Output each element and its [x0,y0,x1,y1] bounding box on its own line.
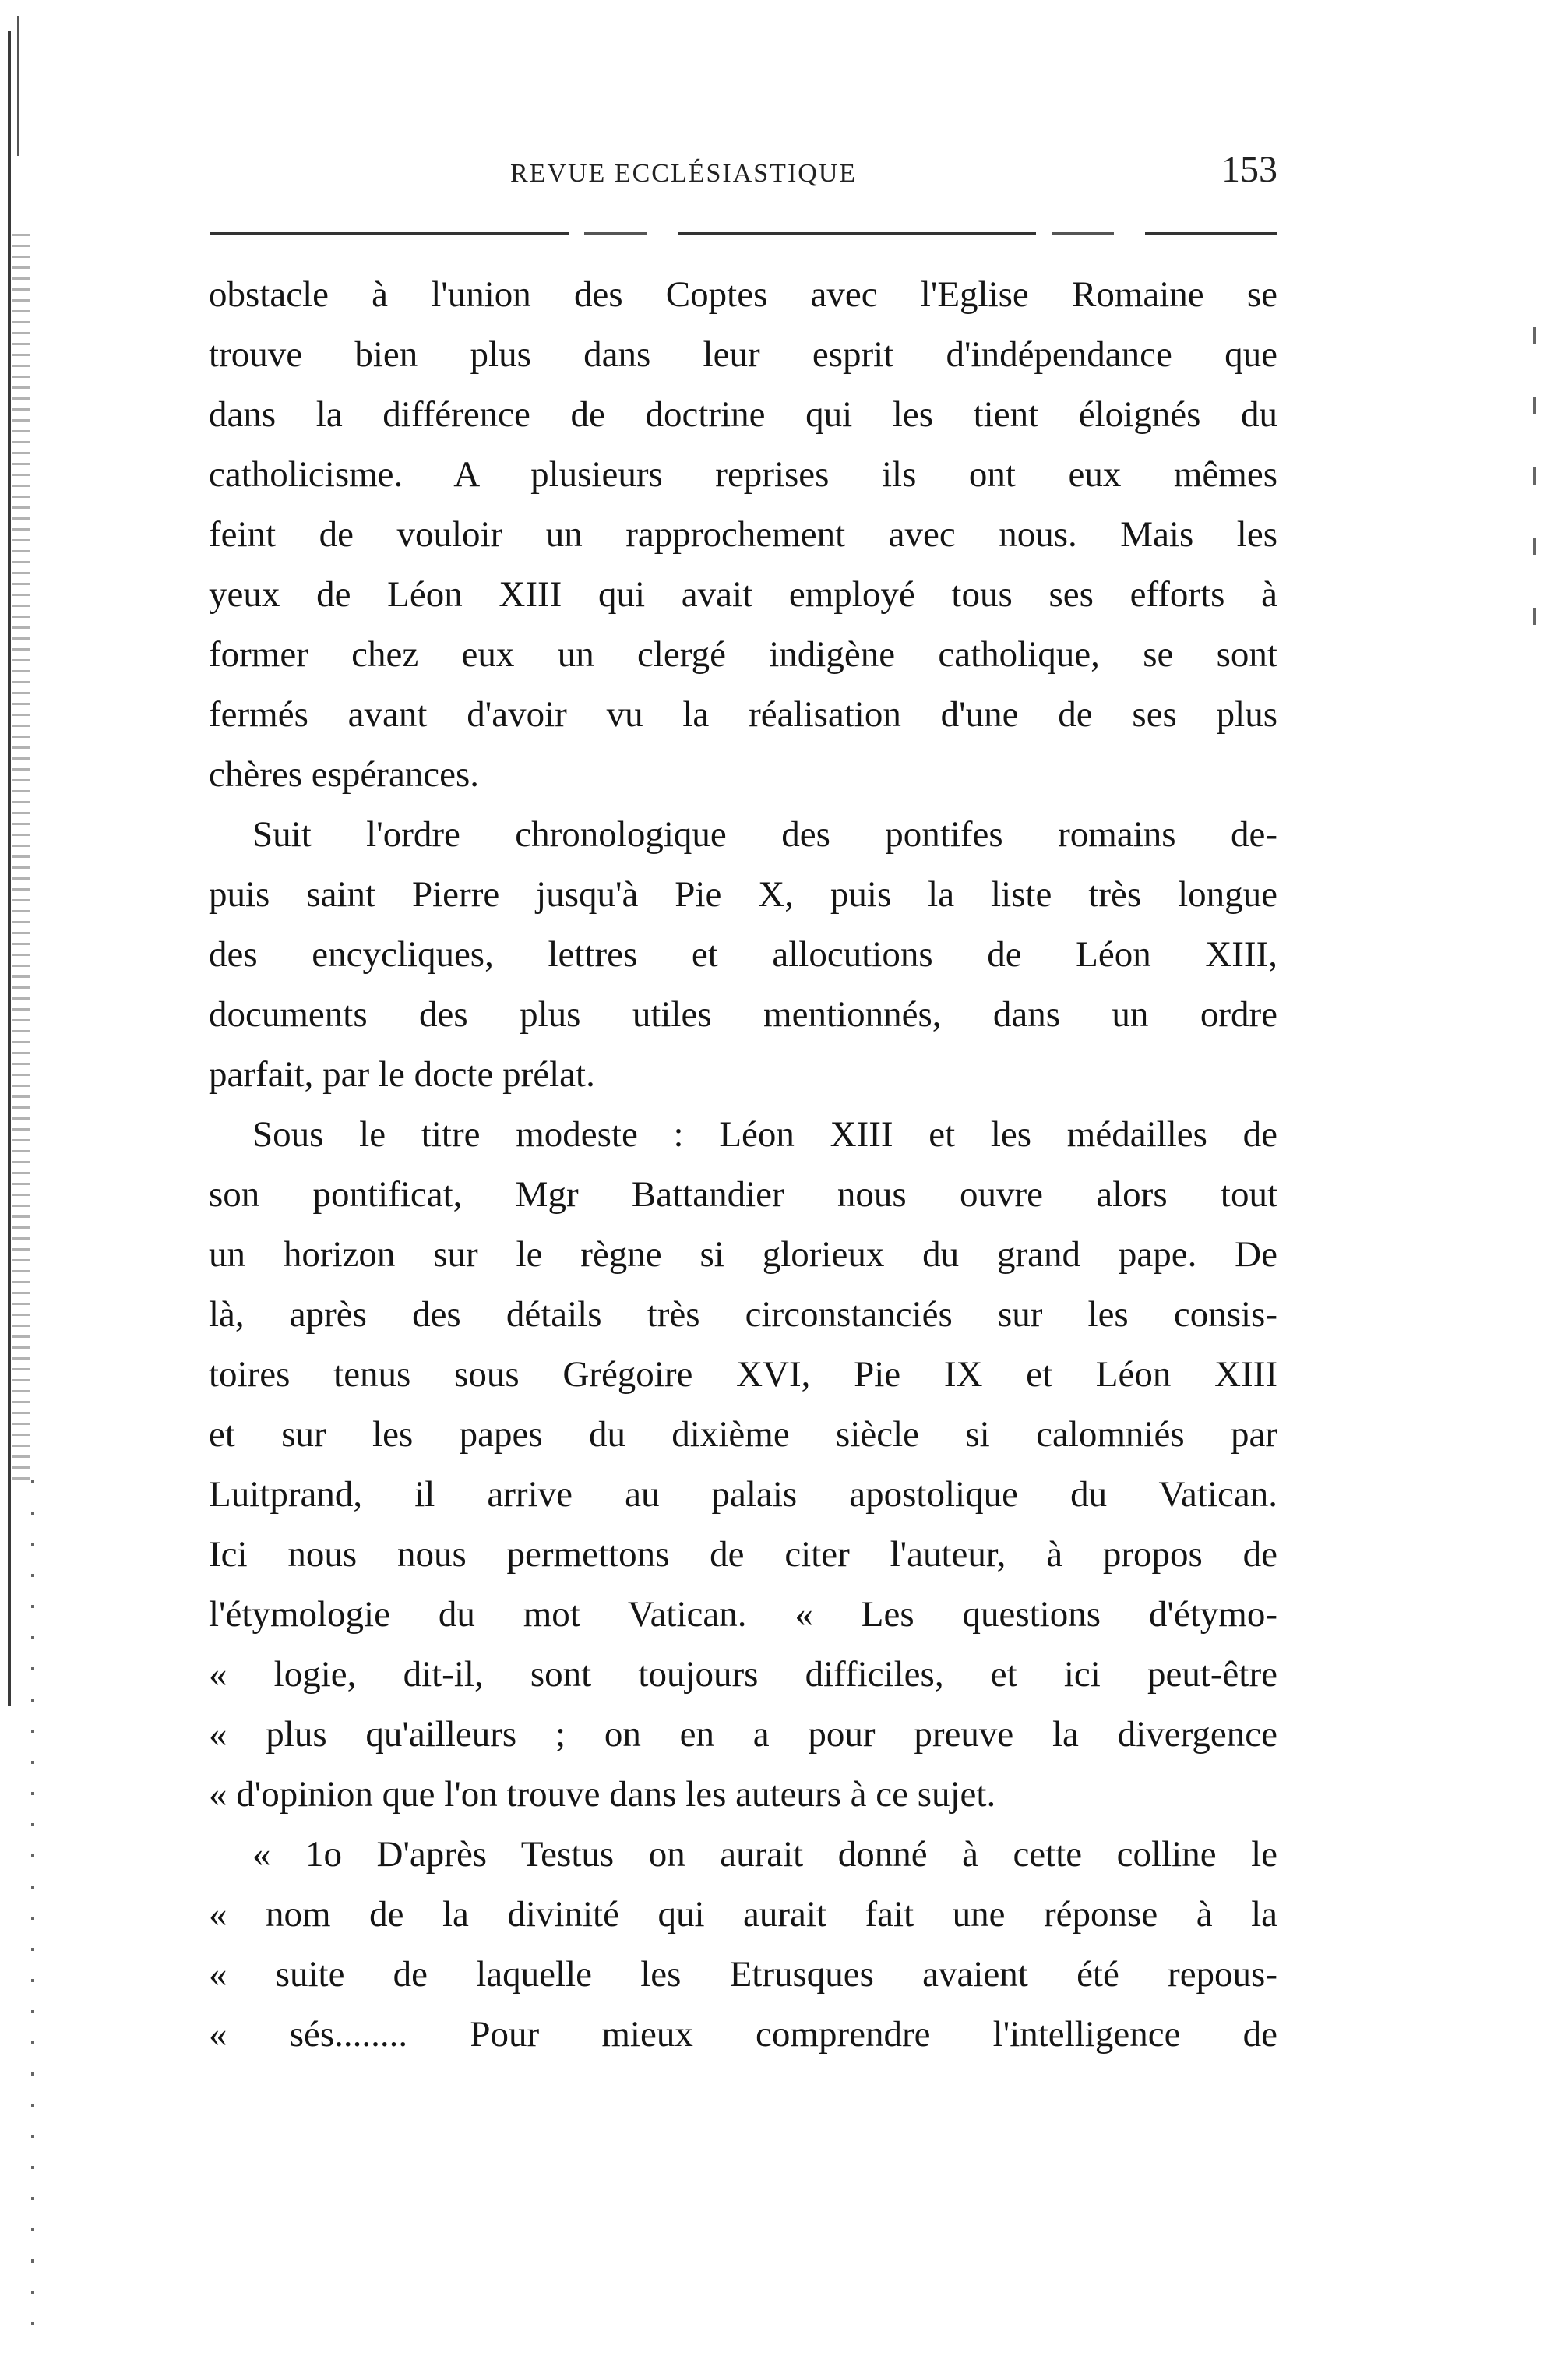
text-line: obstacle à l'union des Coptes avec l'Eglise Romaine se [209,274,1277,315]
binding-edge-speckle [12,234,30,1480]
text-line: Suit l'ordre chronologique des pontifes romains de- [252,814,1277,855]
text-line: chères espérances. [209,754,480,795]
text-line: yeux de Léon XIII qui avait employé tous ses efforts à [209,574,1277,615]
text-line: Luitprand, il arrive au palais apostolique du Vatican. [209,1474,1277,1515]
text-line: former chez eux un clergé indigène catholique, se sont [209,634,1277,675]
text-line: Sous le titre modeste : Léon XIII et les médailles de [252,1114,1277,1155]
text-line: Ici nous nous permettons de citer l'auteur, à propos de [209,1534,1277,1575]
running-title: REVUE ECCLÉSIASTIQUE [510,159,858,188]
text-line: fermés avant d'avoir vu la réalisation d'une de ses plus [209,694,1277,735]
text-line: un horizon sur le règne si glorieux du grand pape. De [209,1234,1277,1275]
binding-edge [0,0,55,2360]
running-head [210,148,1277,210]
binding-edge-line [8,31,11,1706]
text-line: puis saint Pierre jusqu'à Pie X, puis la liste très longue [209,874,1277,915]
text-line: toires tenus sous Grégoire XVI, Pie IX et Léon XIII [209,1354,1277,1395]
text-line: là, après des détails très circonstanciés sur les consis- [209,1294,1277,1335]
text-line: dans la différence de doctrine qui les tient éloignés du [209,394,1277,435]
text-line: feint de vouloir un rapprochement avec nous. Mais les [209,514,1277,555]
text-line: trouve bien plus dans leur esprit d'indépendance que [209,334,1277,375]
text-line: « logie, dit-il, sont toujours difficiles, et ici peut-être [209,1654,1277,1695]
text-line: « 1o D'après Testus on aurait donné à cette colline le [252,1834,1277,1875]
text-line: « plus qu'ailleurs ; on en a pour preuve la divergence [209,1714,1277,1755]
text-line: des encycliques, lettres et allocutions de Léon XIII, [209,934,1277,975]
text-line: « d'opinion que l'on trouve dans les auteurs à ce sujet. [209,1774,996,1815]
page-number: 153 [1221,149,1277,190]
text-line: documents des plus utiles mentionnés, dans un ordre [209,994,1277,1035]
text-line: son pontificat, Mgr Battandier nous ouvre alors tout [209,1174,1277,1215]
binding-edge-dots [31,1480,34,2337]
text-line: catholicisme. A plusieurs reprises ils ont eux mêmes [209,454,1277,495]
text-line: parfait, par le docte prélat. [209,1054,595,1095]
text-line: « suite de laquelle les Etrusques avaient été repous- [209,1954,1277,1995]
text-line: et sur les papes du dixième siècle si calomniés par [209,1414,1277,1455]
text-line: « nom de la divinité qui aurait fait une réponse à la [209,1894,1277,1935]
text-line: « sés........ Pour mieux comprendre l'intelligence de [209,2014,1277,2055]
body-text [209,265,1277,2065]
header-rule [210,232,1277,235]
text-line: l'étymologie du mot Vatican. « Les questions d'étymo- [209,1594,1277,1635]
binding-edge-line-short [17,16,19,156]
right-margin-marks [1533,327,1536,654]
